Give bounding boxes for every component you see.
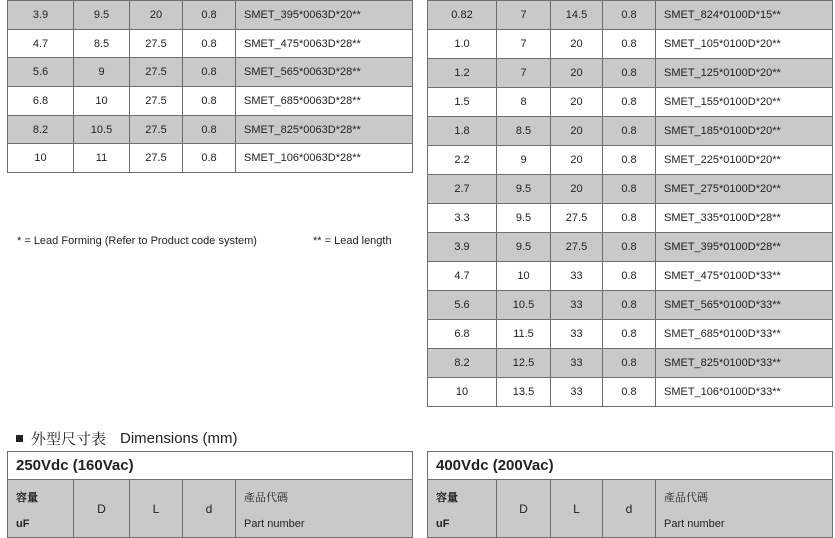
cell-lead-diameter: 0.8: [603, 30, 656, 59]
cell-length: 20: [551, 30, 603, 59]
cell-part-number: SMET_685*0100D*33**: [656, 320, 833, 349]
cell-part-number: SMET_395*0063D*20**: [236, 1, 413, 30]
cell-diameter: 10.5: [497, 291, 551, 320]
cell-length: 27.5: [551, 204, 603, 233]
cell-length: 27.5: [130, 29, 183, 58]
section-title-en: Dimensions (mm): [120, 430, 238, 447]
cell-lead-diameter: 0.8: [183, 58, 236, 87]
spec-table-left: [7, 0, 413, 173]
cell-lead-diameter: 0.8: [603, 204, 656, 233]
cell-diameter: 8.5: [74, 29, 130, 58]
cell-part-number: SMET_125*0100D*20**: [656, 59, 833, 88]
spec-table-left-body: [8, 1, 413, 173]
table-row: [428, 59, 833, 88]
header-capacitance-zh: 容量: [16, 492, 38, 504]
cell-diameter: 13.5: [497, 378, 551, 407]
cell-lead-diameter: 0.8: [183, 115, 236, 144]
cell-length: 27.5: [130, 58, 183, 87]
header-length: L: [551, 480, 603, 538]
voltage-heading-400vdc: 400Vdc (200Vac): [428, 452, 833, 480]
cell-capacitance: 1.5: [428, 88, 497, 117]
header-lead-diameter: d: [603, 480, 656, 538]
cell-length: 14.5: [551, 1, 603, 30]
header-part-number: [656, 480, 833, 538]
cell-capacitance: 8.2: [8, 115, 74, 144]
cell-part-number: SMET_185*0100D*20**: [656, 117, 833, 146]
cell-length: 27.5: [130, 115, 183, 144]
cell-diameter: 11.5: [497, 320, 551, 349]
cell-diameter: 9.5: [74, 1, 130, 30]
header-part-number-zh: 產品代碼: [664, 492, 708, 504]
cell-part-number: SMET_685*0063D*28**: [236, 87, 413, 116]
header-lead-diameter: d: [183, 480, 236, 538]
table-row: [428, 88, 833, 117]
cell-part-number: SMET_475*0063D*28**: [236, 29, 413, 58]
dimensions-table-400vdc: [427, 451, 833, 538]
cell-capacitance: 2.2: [428, 146, 497, 175]
cell-diameter: 9.5: [497, 175, 551, 204]
cell-part-number: SMET_824*0100D*15**: [656, 1, 833, 30]
header-part-number-zh: 產品代碼: [244, 492, 288, 504]
table-row: [428, 262, 833, 291]
cell-part-number: SMET_225*0100D*20**: [656, 146, 833, 175]
voltage-heading-250vdc: 250Vdc (160Vac): [8, 452, 413, 480]
cell-capacitance: 3.9: [428, 233, 497, 262]
header-diameter: D: [497, 480, 551, 538]
cell-part-number: SMET_475*0100D*33**: [656, 262, 833, 291]
cell-capacitance: 6.8: [428, 320, 497, 349]
cell-capacitance: 8.2: [428, 349, 497, 378]
cell-lead-diameter: 0.8: [603, 378, 656, 407]
cell-part-number: SMET_275*0100D*20**: [656, 175, 833, 204]
cell-lead-diameter: 0.8: [603, 1, 656, 30]
cell-lead-diameter: 0.8: [603, 175, 656, 204]
cell-capacitance: 5.6: [428, 291, 497, 320]
cell-part-number: SMET_565*0100D*33**: [656, 291, 833, 320]
table-row: [428, 204, 833, 233]
cell-length: 33: [551, 349, 603, 378]
table-row: [428, 291, 833, 320]
cell-part-number: SMET_106*0100D*33**: [656, 378, 833, 407]
square-bullet-icon: [16, 435, 23, 442]
cell-diameter: 7: [497, 30, 551, 59]
cell-lead-diameter: 0.8: [183, 29, 236, 58]
cell-part-number: SMET_565*0063D*28**: [236, 58, 413, 87]
cell-capacitance: 3.9: [8, 1, 74, 30]
table-row: [428, 320, 833, 349]
cell-lead-diameter: 0.8: [183, 144, 236, 173]
table-row: [428, 146, 833, 175]
cell-diameter: 8.5: [497, 117, 551, 146]
cell-length: 33: [551, 320, 603, 349]
cell-length: 27.5: [130, 87, 183, 116]
table-row: [8, 58, 413, 87]
cell-capacitance: 3.3: [428, 204, 497, 233]
cell-length: 33: [551, 378, 603, 407]
dimensions-table-250vdc: [7, 451, 413, 538]
cell-capacitance: 0.82: [428, 1, 497, 30]
cell-lead-diameter: 0.8: [603, 88, 656, 117]
cell-capacitance: 4.7: [8, 29, 74, 58]
cell-length: 33: [551, 262, 603, 291]
cell-capacitance: 1.8: [428, 117, 497, 146]
cell-diameter: 7: [497, 59, 551, 88]
cell-diameter: 10.5: [74, 115, 130, 144]
header-part-number: [236, 480, 413, 538]
cell-length: 27.5: [551, 233, 603, 262]
cell-part-number: SMET_155*0100D*20**: [656, 88, 833, 117]
table-row: [428, 349, 833, 378]
cell-length: 20: [551, 146, 603, 175]
cell-length: 20: [130, 1, 183, 30]
cell-capacitance: 6.8: [8, 87, 74, 116]
cell-part-number: SMET_335*0100D*28**: [656, 204, 833, 233]
cell-diameter: 10: [497, 262, 551, 291]
cell-lead-diameter: 0.8: [603, 59, 656, 88]
table-row: [428, 175, 833, 204]
table-row: [428, 30, 833, 59]
table-row: [428, 378, 833, 407]
header-diameter: D: [74, 480, 130, 538]
table-row: [8, 29, 413, 58]
table-row: [8, 87, 413, 116]
cell-capacitance: 1.2: [428, 59, 497, 88]
cell-diameter: 9.5: [497, 204, 551, 233]
cell-length: 20: [551, 59, 603, 88]
cell-diameter: 11: [74, 144, 130, 173]
cell-lead-diameter: 0.8: [603, 320, 656, 349]
cell-capacitance: 2.7: [428, 175, 497, 204]
cell-length: 20: [551, 117, 603, 146]
header-capacitance: [428, 480, 497, 538]
table-row: [8, 144, 413, 173]
table-row: [428, 233, 833, 262]
dimensions-section-title: [16, 428, 238, 449]
cell-part-number: SMET_825*0063D*28**: [236, 115, 413, 144]
cell-lead-diameter: 0.8: [183, 87, 236, 116]
header-capacitance-zh: 容量: [436, 492, 458, 504]
cell-diameter: 10: [74, 87, 130, 116]
cell-lead-diameter: 0.8: [603, 146, 656, 175]
cell-part-number: SMET_106*0063D*28**: [236, 144, 413, 173]
cell-part-number: SMET_105*0100D*20**: [656, 30, 833, 59]
cell-lead-diameter: 0.8: [603, 117, 656, 146]
table-row: [428, 1, 833, 30]
spec-table-right-body: [428, 1, 833, 407]
lead-length-note: ** = Lead length: [313, 235, 392, 247]
cell-diameter: 9: [497, 146, 551, 175]
cell-diameter: 7: [497, 1, 551, 30]
header-part-number-en: Part number: [664, 518, 725, 530]
table-row: [428, 117, 833, 146]
cell-length: 33: [551, 291, 603, 320]
spec-table-right: [427, 0, 833, 407]
cell-diameter: 8: [497, 88, 551, 117]
cell-length: 20: [551, 88, 603, 117]
cell-diameter: 9: [74, 58, 130, 87]
cell-diameter: 9.5: [497, 233, 551, 262]
cell-diameter: 12.5: [497, 349, 551, 378]
cell-capacitance: 5.6: [8, 58, 74, 87]
cell-part-number: SMET_395*0100D*28**: [656, 233, 833, 262]
cell-length: 27.5: [130, 144, 183, 173]
cell-lead-diameter: 0.8: [603, 262, 656, 291]
header-capacitance-unit: uF: [16, 518, 30, 530]
cell-capacitance: 4.7: [428, 262, 497, 291]
cell-capacitance: 10: [428, 378, 497, 407]
cell-part-number: SMET_825*0100D*33**: [656, 349, 833, 378]
cell-lead-diameter: 0.8: [183, 1, 236, 30]
cell-capacitance: 1.0: [428, 30, 497, 59]
cell-capacitance: 10: [8, 144, 74, 173]
section-title-zh: 外型尺寸表: [31, 431, 107, 448]
cell-lead-diameter: 0.8: [603, 291, 656, 320]
header-part-number-en: Part number: [244, 518, 305, 530]
header-capacitance: [8, 480, 74, 538]
header-length: L: [130, 480, 183, 538]
table-row: [8, 115, 413, 144]
cell-lead-diameter: 0.8: [603, 349, 656, 378]
header-capacitance-unit: uF: [436, 518, 450, 530]
cell-length: 20: [551, 175, 603, 204]
table-row: [8, 1, 413, 30]
lead-forming-note: * = Lead Forming (Refer to Product code system): [17, 235, 257, 247]
cell-lead-diameter: 0.8: [603, 233, 656, 262]
